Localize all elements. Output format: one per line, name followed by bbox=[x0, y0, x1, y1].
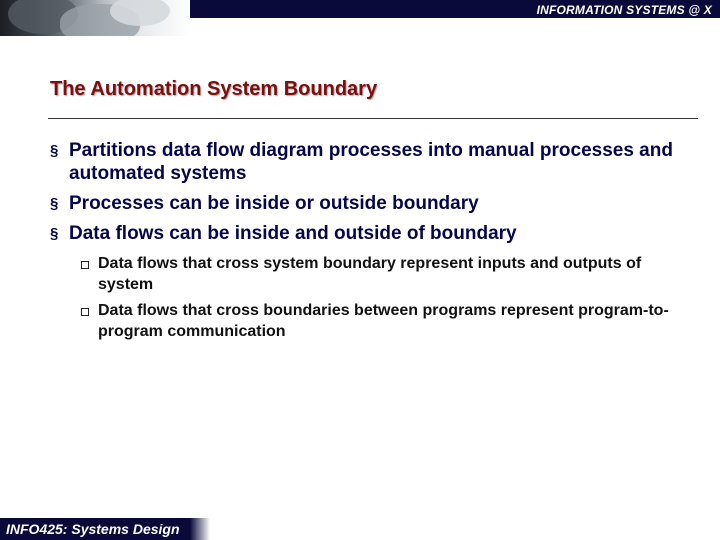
slide-title: The Automation System Boundary bbox=[50, 78, 378, 100]
square-bullet-icon: § bbox=[50, 195, 59, 212]
bullet-item bbox=[50, 139, 690, 185]
square-bullet-icon: § bbox=[50, 142, 59, 159]
footer-bar bbox=[0, 518, 190, 540]
bullet-text: Data flows can be inside and outside of boundary bbox=[69, 223, 517, 244]
bullet-list bbox=[50, 139, 690, 347]
course-tag: INFORMATION SYSTEMS @ X bbox=[536, 3, 712, 17]
hollow-square-icon bbox=[81, 261, 89, 269]
header-photo bbox=[0, 0, 190, 36]
title-divider bbox=[48, 118, 698, 119]
square-bullet-icon: § bbox=[50, 225, 59, 242]
bullet-item bbox=[50, 222, 690, 245]
course-name: INFO425: Systems Design bbox=[6, 521, 180, 537]
bullet-text: Partitions data flow diagram processes into manual processes and automated systems bbox=[69, 140, 673, 184]
sub-bullet-item bbox=[50, 253, 690, 295]
sub-bullet-item bbox=[50, 300, 690, 342]
bullet-item bbox=[50, 192, 690, 215]
sub-bullet-list bbox=[50, 253, 690, 342]
hollow-square-icon bbox=[81, 308, 89, 316]
photo-shape bbox=[110, 0, 170, 26]
header-bar bbox=[190, 0, 720, 18]
sub-bullet-text: Data flows that cross system boundary represent inputs and outputs of system bbox=[98, 255, 642, 293]
bullet-text: Processes can be inside or outside boundary bbox=[69, 193, 479, 214]
sub-bullet-text: Data flows that cross boundaries between programs represent program-to-program communication bbox=[98, 302, 669, 340]
